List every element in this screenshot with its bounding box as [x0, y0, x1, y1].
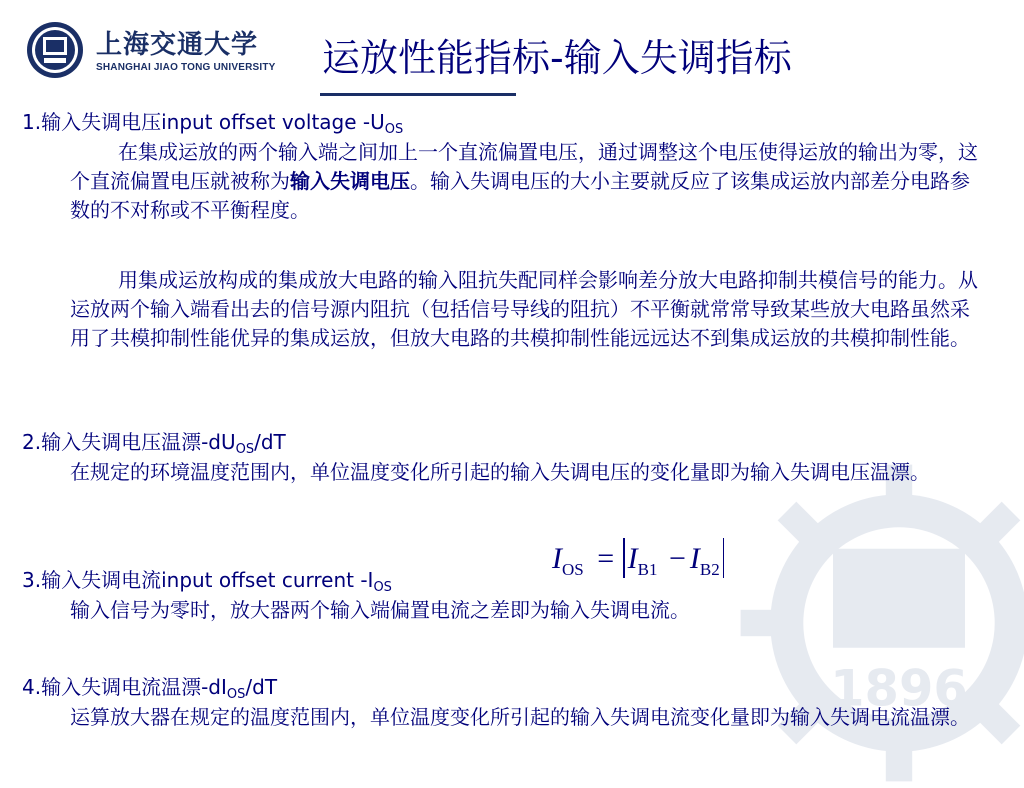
abs-bar-left: [623, 538, 625, 578]
section-1-para-1-tail: 。输入失调电压的大小主要就反应了该集成运放内部差分电路参数的不对称或不平衡程度。: [70, 169, 970, 222]
section-2-heading-text: 2.输入失调电压温漂-dU: [22, 430, 236, 454]
section-3-heading-text: 3.输入失调电流input offset current -I: [22, 568, 374, 592]
formula-equals: =: [597, 542, 615, 575]
offset-current-formula: [552, 538, 727, 580]
formula-term-1-sub: B1: [637, 560, 658, 579]
section-1-paragraph-1: [70, 138, 988, 225]
section-1-para-1-bold: 输入失调电压: [290, 169, 410, 193]
formula-term-2: I: [689, 542, 700, 575]
formula-lhs-sub: OS: [562, 560, 584, 579]
section-3-paragraph: [70, 596, 988, 625]
section-2-heading-sub: OS: [235, 442, 255, 457]
section-1-para-1-text: 在集成运放的两个输入端之间加上一个直流偏置电压，通过调整这个电压使得运放的输出为零，这个直流偏置电压就被称为: [70, 140, 978, 193]
section-4-heading-tail: /dT: [245, 675, 278, 699]
page-title: 运放性能指标-输入失调指标: [322, 36, 792, 80]
section-1-heading-sub: OS: [384, 122, 404, 137]
university-name-cn: 上海交通大学: [96, 30, 259, 60]
section-4-para-text: 运算放大器在规定的温度范围内，单位温度变化所引起的输入失调电流变化量即为输入失调电流温漂。: [70, 705, 970, 729]
section-4-paragraph: [70, 703, 988, 732]
section-1-para-2-text: 用集成运放构成的集成放大电路的输入阻抗失配同样会影响差分放大电路抑制共模信号的能力。从运放两个输入端看出去的信号源内阻抗（包括信号导线的阻抗）不平衡就常常导致某些放大电路虽然采用了共模抑制性能优异的集成运放，但放大电路的共模抑制性能远远达不到集成运放的共模抑制性能。: [70, 268, 978, 350]
university-name-en: SHANGHAI JIAO TONG UNIVERSITY: [96, 62, 276, 73]
section-3-heading-sub: OS: [373, 580, 392, 595]
section-2-paragraph: [70, 458, 988, 487]
formula-minus: −: [669, 542, 686, 575]
section-1-paragraph-2: [70, 266, 988, 353]
section-2-heading-tail: /dT: [254, 430, 286, 454]
section-2-para-text: 在规定的环境温度范围内，单位温度变化所引起的输入失调电压的变化量即为输入失调电压温漂。: [70, 460, 930, 484]
formula-term-1: I: [627, 542, 638, 575]
formula-term-2-sub: B2: [699, 560, 720, 579]
section-3-para-text: 输入信号为零时，放大器两个输入端偏置电流之差即为输入失调电流。: [70, 598, 690, 622]
watermark-year: 1896: [830, 659, 968, 718]
section-4-heading-text: 4.输入失调电流温漂-dI: [22, 675, 227, 699]
formula-lhs: I: [552, 542, 562, 575]
section-1-heading-text: 1.输入失调电压input offset voltage -U: [22, 110, 385, 134]
abs-bar-right: [723, 538, 725, 578]
section-4-heading-sub: OS: [226, 687, 246, 702]
